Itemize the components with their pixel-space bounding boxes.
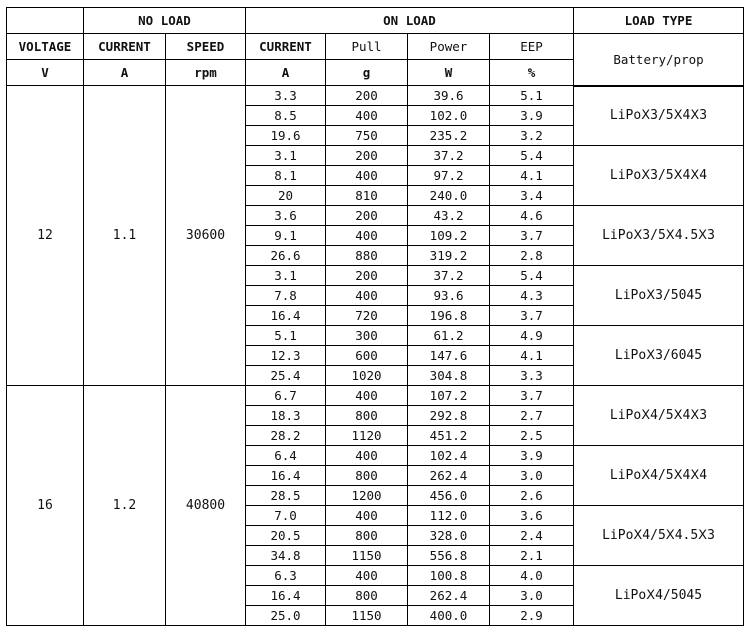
eep-cell: 3.7 [490, 306, 574, 326]
power-cell: 147.6 [408, 346, 490, 366]
eep-cell: 3.3 [490, 366, 574, 386]
pull-cell: 200 [326, 86, 408, 106]
power-cell: 240.0 [408, 186, 490, 206]
pull-cell: 720 [326, 306, 408, 326]
group-speed-cell: 40800 [166, 386, 246, 626]
power-cell: 262.4 [408, 466, 490, 486]
eep-cell: 5.4 [490, 266, 574, 286]
eep-cell: 5.4 [490, 146, 574, 166]
pull-cell: 400 [326, 386, 408, 406]
power-cell: 196.8 [408, 306, 490, 326]
pull-cell: 800 [326, 466, 408, 486]
eep-cell: 2.4 [490, 526, 574, 546]
pull-cell: 400 [326, 506, 408, 526]
eep-cell: 2.1 [490, 546, 574, 566]
load-current-cell: 3.1 [246, 146, 326, 166]
group-voltage-cell: 16 [7, 386, 84, 626]
load-current-cell: 26.6 [246, 246, 326, 266]
eep-cell: 3.9 [490, 446, 574, 466]
load-type-cell: LiPoⅩ4/5Ⅹ4Ⅹ3 [574, 386, 744, 446]
load-current-cell: 25.4 [246, 366, 326, 386]
load-current-cell: 20.5 [246, 526, 326, 546]
pull-cell: 1150 [326, 546, 408, 566]
power-cell: 112.0 [408, 506, 490, 526]
load-current-cell: 7.0 [246, 506, 326, 526]
pull-cell: 200 [326, 266, 408, 286]
power-cell: 107.2 [408, 386, 490, 406]
pull-cell: 800 [326, 406, 408, 426]
load-current-cell: 12.3 [246, 346, 326, 366]
power-cell: 37.2 [408, 266, 490, 286]
power-cell: 262.4 [408, 586, 490, 606]
load-current-cell: 9.1 [246, 226, 326, 246]
group-current-cell: 1.1 [84, 86, 166, 386]
unit-voltage: V [7, 60, 84, 86]
header-battery-prop: Battery/prop [574, 34, 744, 86]
pull-cell: 810 [326, 186, 408, 206]
pull-cell: 880 [326, 246, 408, 266]
power-cell: 235.2 [408, 126, 490, 146]
header-current-load: CURRENT [246, 34, 326, 60]
header-eep: EEP [490, 34, 574, 60]
pull-cell: 750 [326, 126, 408, 146]
pull-cell: 400 [326, 106, 408, 126]
power-cell: 451.2 [408, 426, 490, 446]
group-current-cell: 1.2 [84, 386, 166, 626]
eep-cell: 3.6 [490, 506, 574, 526]
header-no-load: NO LOAD [84, 8, 246, 34]
pull-cell: 400 [326, 566, 408, 586]
table-row [7, 386, 744, 406]
eep-cell: 3.0 [490, 586, 574, 606]
load-current-cell: 20 [246, 186, 326, 206]
header-load-type: LOAD TYPE [574, 8, 744, 34]
load-current-cell: 34.8 [246, 546, 326, 566]
motor-spec-table [6, 7, 744, 626]
header-on-load: ON LOAD [246, 8, 574, 34]
load-current-cell: 3.1 [246, 266, 326, 286]
power-cell: 328.0 [408, 526, 490, 546]
eep-cell: 3.0 [490, 466, 574, 486]
load-current-cell: 25.0 [246, 606, 326, 626]
load-current-cell: 8.1 [246, 166, 326, 186]
unit-speed: rpm [166, 60, 246, 86]
pull-cell: 800 [326, 526, 408, 546]
spec-table-wrapper [6, 7, 744, 626]
load-current-cell: 28.2 [246, 426, 326, 446]
header-row-2 [7, 34, 744, 60]
load-type-cell: LiPoⅩ4/5Ⅹ4Ⅹ4 [574, 446, 744, 506]
pull-cell: 200 [326, 206, 408, 226]
pull-cell: 1120 [326, 426, 408, 446]
load-current-cell: 28.5 [246, 486, 326, 506]
eep-cell: 4.6 [490, 206, 574, 226]
eep-cell: 3.9 [490, 106, 574, 126]
pull-cell: 200 [326, 146, 408, 166]
table-body [7, 86, 744, 626]
header-current: CURRENT [84, 34, 166, 60]
header-power: Power [408, 34, 490, 60]
group-speed-cell: 30600 [166, 86, 246, 386]
pull-cell: 400 [326, 226, 408, 246]
load-current-cell: 8.5 [246, 106, 326, 126]
pull-cell: 1020 [326, 366, 408, 386]
eep-cell: 4.1 [490, 346, 574, 366]
power-cell: 93.6 [408, 286, 490, 306]
pull-cell: 1150 [326, 606, 408, 626]
eep-cell: 4.1 [490, 166, 574, 186]
header-speed: SPEED [166, 34, 246, 60]
pull-cell: 300 [326, 326, 408, 346]
unit-power: W [408, 60, 490, 86]
unit-eep: % [490, 60, 574, 86]
unit-pull: g [326, 60, 408, 86]
header-blank [7, 8, 84, 34]
eep-cell: 4.9 [490, 326, 574, 346]
load-current-cell: 3.3 [246, 86, 326, 106]
pull-cell: 400 [326, 166, 408, 186]
load-current-cell: 6.7 [246, 386, 326, 406]
power-cell: 319.2 [408, 246, 490, 266]
power-cell: 304.8 [408, 366, 490, 386]
power-cell: 292.8 [408, 406, 490, 426]
eep-cell: 3.2 [490, 126, 574, 146]
power-cell: 400.0 [408, 606, 490, 626]
power-cell: 556.8 [408, 546, 490, 566]
header-voltage: VOLTAGE [7, 34, 84, 60]
pull-cell: 400 [326, 446, 408, 466]
pull-cell: 600 [326, 346, 408, 366]
load-current-cell: 5.1 [246, 326, 326, 346]
load-type-cell: LiPoⅩ4/5045 [574, 566, 744, 626]
group-voltage-cell: 12 [7, 86, 84, 386]
load-current-cell: 7.8 [246, 286, 326, 306]
power-cell: 39.6 [408, 86, 490, 106]
load-current-cell: 16.4 [246, 586, 326, 606]
eep-cell: 5.1 [490, 86, 574, 106]
load-current-cell: 6.3 [246, 566, 326, 586]
header-pull: Pull [326, 34, 408, 60]
load-type-cell: LiPoⅩ3/6045 [574, 326, 744, 386]
power-cell: 97.2 [408, 166, 490, 186]
unit-current-load: A [246, 60, 326, 86]
load-current-cell: 16.4 [246, 466, 326, 486]
pull-cell: 400 [326, 286, 408, 306]
load-current-cell: 6.4 [246, 446, 326, 466]
eep-cell: 3.7 [490, 226, 574, 246]
eep-cell: 4.3 [490, 286, 574, 306]
power-cell: 456.0 [408, 486, 490, 506]
eep-cell: 3.7 [490, 386, 574, 406]
eep-cell: 2.7 [490, 406, 574, 426]
power-cell: 102.0 [408, 106, 490, 126]
load-current-cell: 19.6 [246, 126, 326, 146]
power-cell: 61.2 [408, 326, 490, 346]
header-row-1 [7, 8, 744, 34]
load-current-cell: 16.4 [246, 306, 326, 326]
power-cell: 100.8 [408, 566, 490, 586]
table-row [7, 86, 744, 106]
load-current-cell: 18.3 [246, 406, 326, 426]
unit-current: A [84, 60, 166, 86]
load-type-cell: LiPoⅩ3/5Ⅹ4Ⅹ3 [574, 86, 744, 146]
eep-cell: 2.8 [490, 246, 574, 266]
eep-cell: 2.5 [490, 426, 574, 446]
load-type-cell: LiPoⅩ4/5Ⅹ4.5Ⅹ3 [574, 506, 744, 566]
power-cell: 37.2 [408, 146, 490, 166]
eep-cell: 2.6 [490, 486, 574, 506]
pull-cell: 1200 [326, 486, 408, 506]
load-current-cell: 3.6 [246, 206, 326, 226]
load-type-cell: LiPoⅩ3/5Ⅹ4Ⅹ4 [574, 146, 744, 206]
power-cell: 43.2 [408, 206, 490, 226]
eep-cell: 2.9 [490, 606, 574, 626]
pull-cell: 800 [326, 586, 408, 606]
eep-cell: 3.4 [490, 186, 574, 206]
power-cell: 102.4 [408, 446, 490, 466]
power-cell: 109.2 [408, 226, 490, 246]
eep-cell: 4.0 [490, 566, 574, 586]
load-type-cell: LiPoⅩ3/5045 [574, 266, 744, 326]
load-type-cell: LiPoⅩ3/5Ⅹ4.5Ⅹ3 [574, 206, 744, 266]
